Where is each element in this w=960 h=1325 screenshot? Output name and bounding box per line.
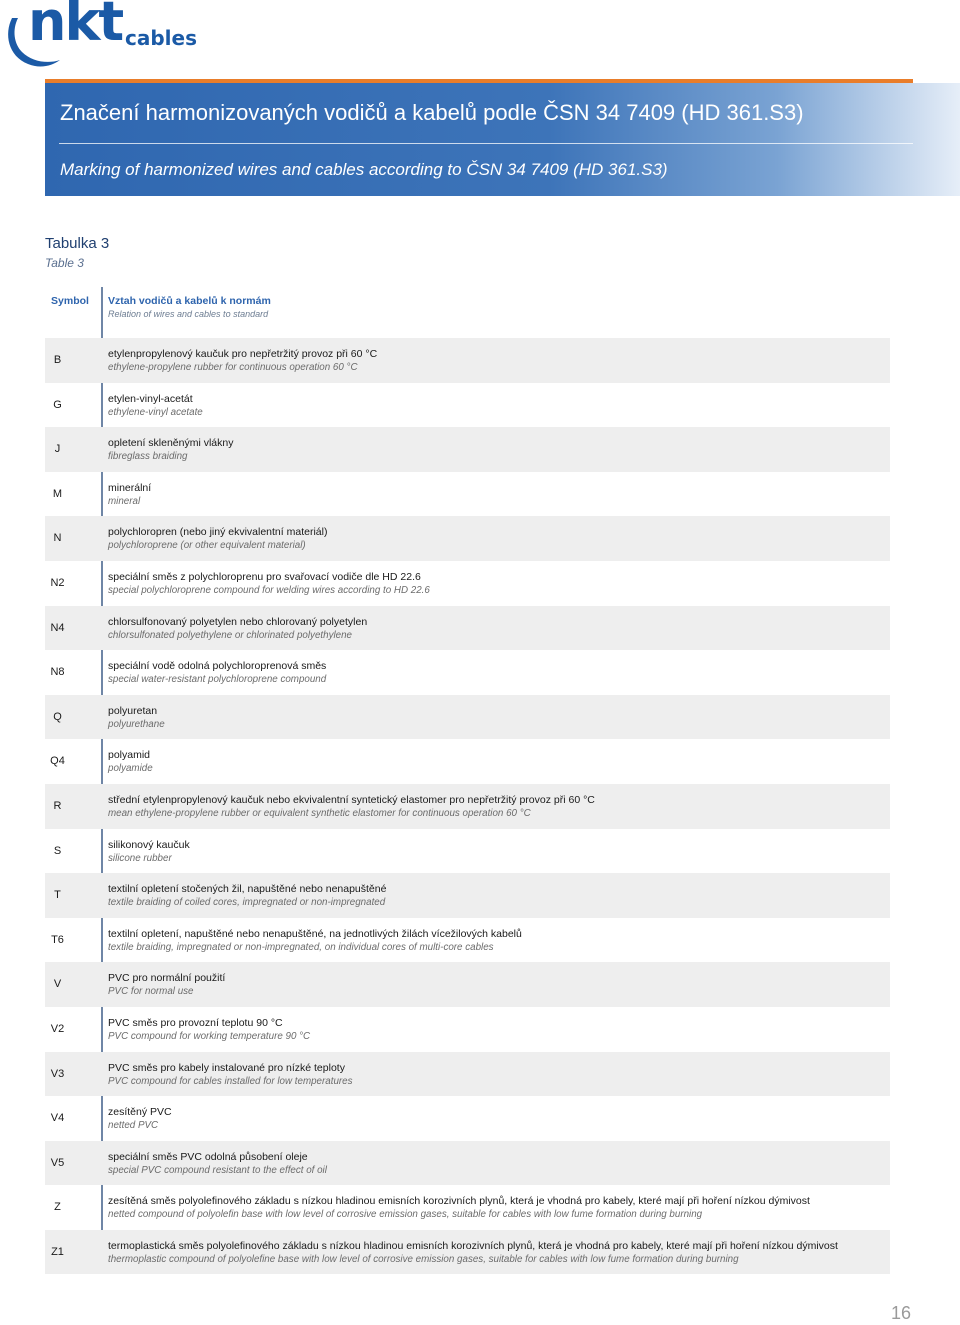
row-description-cz: speciální směs PVC odolná působení oleje: [108, 1150, 308, 1163]
page-title-en: Marking of harmonized wires and cables according to ČSN 34 7409 (HD 361.S3): [60, 160, 668, 179]
column-header-symbol: Symbol: [51, 295, 89, 307]
row-symbol: B: [53, 354, 62, 366]
row-description-cz: etylen-vinyl-acetát: [108, 392, 193, 405]
row-symbol: Q4: [50, 755, 65, 768]
row-symbol: G: [53, 398, 62, 411]
row-symbol: T: [54, 889, 61, 902]
row-description-cz: chlorsulfonovaný polyetylen nebo chlorovaný polyetylen: [108, 615, 368, 628]
row-description-cz: opletení skleněnými vlákny: [108, 437, 234, 450]
row-description-cz: textilní opletení stočených žil, napuštěné nebo nenapuštěné: [108, 883, 387, 896]
table-row: [45, 784, 890, 829]
row-description-en: PVC for normal use: [108, 986, 194, 998]
row-symbol: N2: [50, 576, 65, 589]
row-description-cz: silikonový kaučuk: [108, 838, 190, 851]
row-symbol: N4: [50, 621, 65, 634]
row-symbol: R: [53, 799, 62, 812]
row-description-en: textile braiding of coiled cores, impregnated or non-impregnated: [108, 897, 386, 909]
row-description-en: PVC compound for cables installed for low temperatures: [108, 1075, 353, 1087]
row-description-en: mineral: [108, 495, 141, 507]
table-row: [45, 695, 890, 740]
logo-nkt-text: nkt: [28, 0, 123, 53]
title-banner: [45, 83, 960, 196]
row-symbol: V2: [50, 1022, 65, 1035]
table-row: [45, 516, 890, 561]
row-symbol: N8: [50, 666, 65, 679]
table-row: [45, 1096, 890, 1141]
row-symbol: N: [53, 532, 62, 545]
column-header-relation-cz: Vztah vodičů a kabelů k normám: [108, 295, 271, 307]
row-description-cz: minerální: [108, 481, 152, 494]
row-description-en: netted compound of polyolefin base with low level of corrosive emission gases, suitable for cables with low fume formation during burning: [108, 1209, 703, 1221]
column-header-relation-en: Relation of wires and cables to standard: [108, 309, 269, 319]
row-description-en: special water-resistant polychloroprene compound: [108, 674, 327, 686]
logo-cables-text: cables: [125, 26, 197, 50]
row-description-en: polyurethane: [108, 718, 165, 730]
row-symbol: V4: [50, 1112, 65, 1125]
row-symbol: Q: [53, 710, 62, 723]
table-row: [45, 1052, 890, 1097]
row-description-cz: PVC směs pro provozní teplotu 90 °C: [108, 1016, 283, 1029]
table-row: [45, 873, 890, 918]
page-title-cz: Značení harmonizovaných vodičů a kabelů podle ČSN 34 7409 (HD 361.S3): [60, 100, 804, 125]
row-description-cz: polychloropren (nebo jiný ekvivalentní materiál): [108, 526, 328, 539]
row-description-en: ethylene-propylene rubber for continuous operation 60 °C: [108, 362, 358, 373]
table-header: [45, 287, 890, 333]
row-symbol: Z: [54, 1201, 61, 1214]
row-description-en: thermoplastic compound of polyolefine base with low level of corrosive emission gases, suitable for cables with low fume formation during burning: [108, 1253, 739, 1265]
row-symbol: S: [53, 844, 62, 857]
table-row: [45, 472, 890, 517]
row-symbol: J: [54, 443, 61, 456]
row-symbol: V3: [50, 1067, 65, 1080]
table-row: [45, 739, 890, 784]
table-row: [45, 383, 890, 428]
row-symbol: Z1: [51, 1245, 64, 1258]
row-description-cz: polyuretan: [108, 704, 158, 717]
row-description-en: netted PVC: [108, 1120, 159, 1132]
row-description-cz: PVC pro normální použití: [108, 972, 226, 985]
table-caption-cz: Tabulka 3: [45, 235, 110, 252]
row-description-en: chlorsulfonated polyethylene or chlorinated polyethylene: [108, 629, 352, 641]
table-row: [45, 561, 890, 606]
table-row: [45, 962, 890, 1007]
nkt-cables-logo: [4, 0, 197, 68]
table-row: [45, 1185, 890, 1230]
table-row: [45, 918, 890, 963]
row-description-cz: speciální směs z polychloroprenu pro svařovací vodiče dle HD 22.6: [108, 570, 421, 583]
row-description-cz: textilní opletení, napuštěné nebo nenapuštěné, na jednotlivých žilách vícežilových kabelů: [108, 927, 522, 940]
row-description-cz: termoplastická směs polyolefinového základu s nízkou hladinou emisních korozivních plynů, která je vhodná pro kabely, které mají při hoření nízkou dýmivost: [108, 1239, 838, 1252]
row-symbol: V5: [50, 1156, 65, 1169]
table-row: [45, 1007, 890, 1052]
table-row: [45, 1230, 890, 1275]
row-description-cz: etylenpropylenový kaučuk pro nepřetržitý provoz při 60 °C: [108, 348, 378, 360]
table-row: [45, 1141, 890, 1186]
row-description-cz: speciální vodě odolná polychloroprenová směs: [108, 660, 327, 673]
row-description-en: polychloroprene (or other equivalent material): [108, 540, 306, 552]
row-description-en: fibreglass braiding: [108, 451, 188, 463]
symbol-table: [45, 287, 890, 1274]
row-description-en: mean ethylene-propylene rubber or equivalent synthetic elastomer for continuous operation 60 °C: [108, 807, 531, 819]
row-description-en: ethylene-vinyl acetate: [108, 406, 203, 418]
row-description-cz: zesítěná směs polyolefinového základu s nízkou hladinou emisních korozivních plynů, která je vhodná pro kabely, které mají při hoření nízkou dýmivost: [108, 1195, 810, 1208]
table-row: [45, 650, 890, 695]
row-description-cz: zesítěný PVC: [108, 1106, 172, 1119]
banner-divider: [59, 143, 913, 144]
row-description-en: PVC compound for working temperature 90 °C: [108, 1030, 311, 1042]
row-description-cz: střední etylenpropylenový kaučuk nebo ekvivalentní syntetický elastomer pro nepřetržitý provoz při 60 °C: [108, 793, 595, 806]
row-symbol: M: [52, 487, 63, 500]
row-description-en: polyamide: [108, 763, 153, 775]
row-description-cz: polyamid: [108, 749, 151, 762]
row-description-cz: PVC směs pro kabely instalované pro nízké teploty: [108, 1061, 345, 1074]
row-symbol: V: [53, 978, 62, 991]
row-description-en: special PVC compound resistant to the effect of oil: [108, 1164, 327, 1176]
table-row: [45, 338, 890, 383]
row-symbol: T6: [51, 933, 64, 946]
table-body: [45, 338, 890, 1274]
table-caption-en: Table 3: [45, 256, 84, 270]
row-description-en: silicone rubber: [108, 852, 172, 864]
row-description-en: special polychloroprene compound for welding wires according to HD 22.6: [108, 584, 430, 596]
table-row: [45, 829, 890, 874]
table-row: [45, 427, 890, 472]
row-description-en: textile braiding, impregnated or non-impregnated, on individual cores of multi-core cables: [108, 941, 494, 953]
page-number: 16: [891, 1303, 912, 1323]
table-row: [45, 606, 890, 651]
